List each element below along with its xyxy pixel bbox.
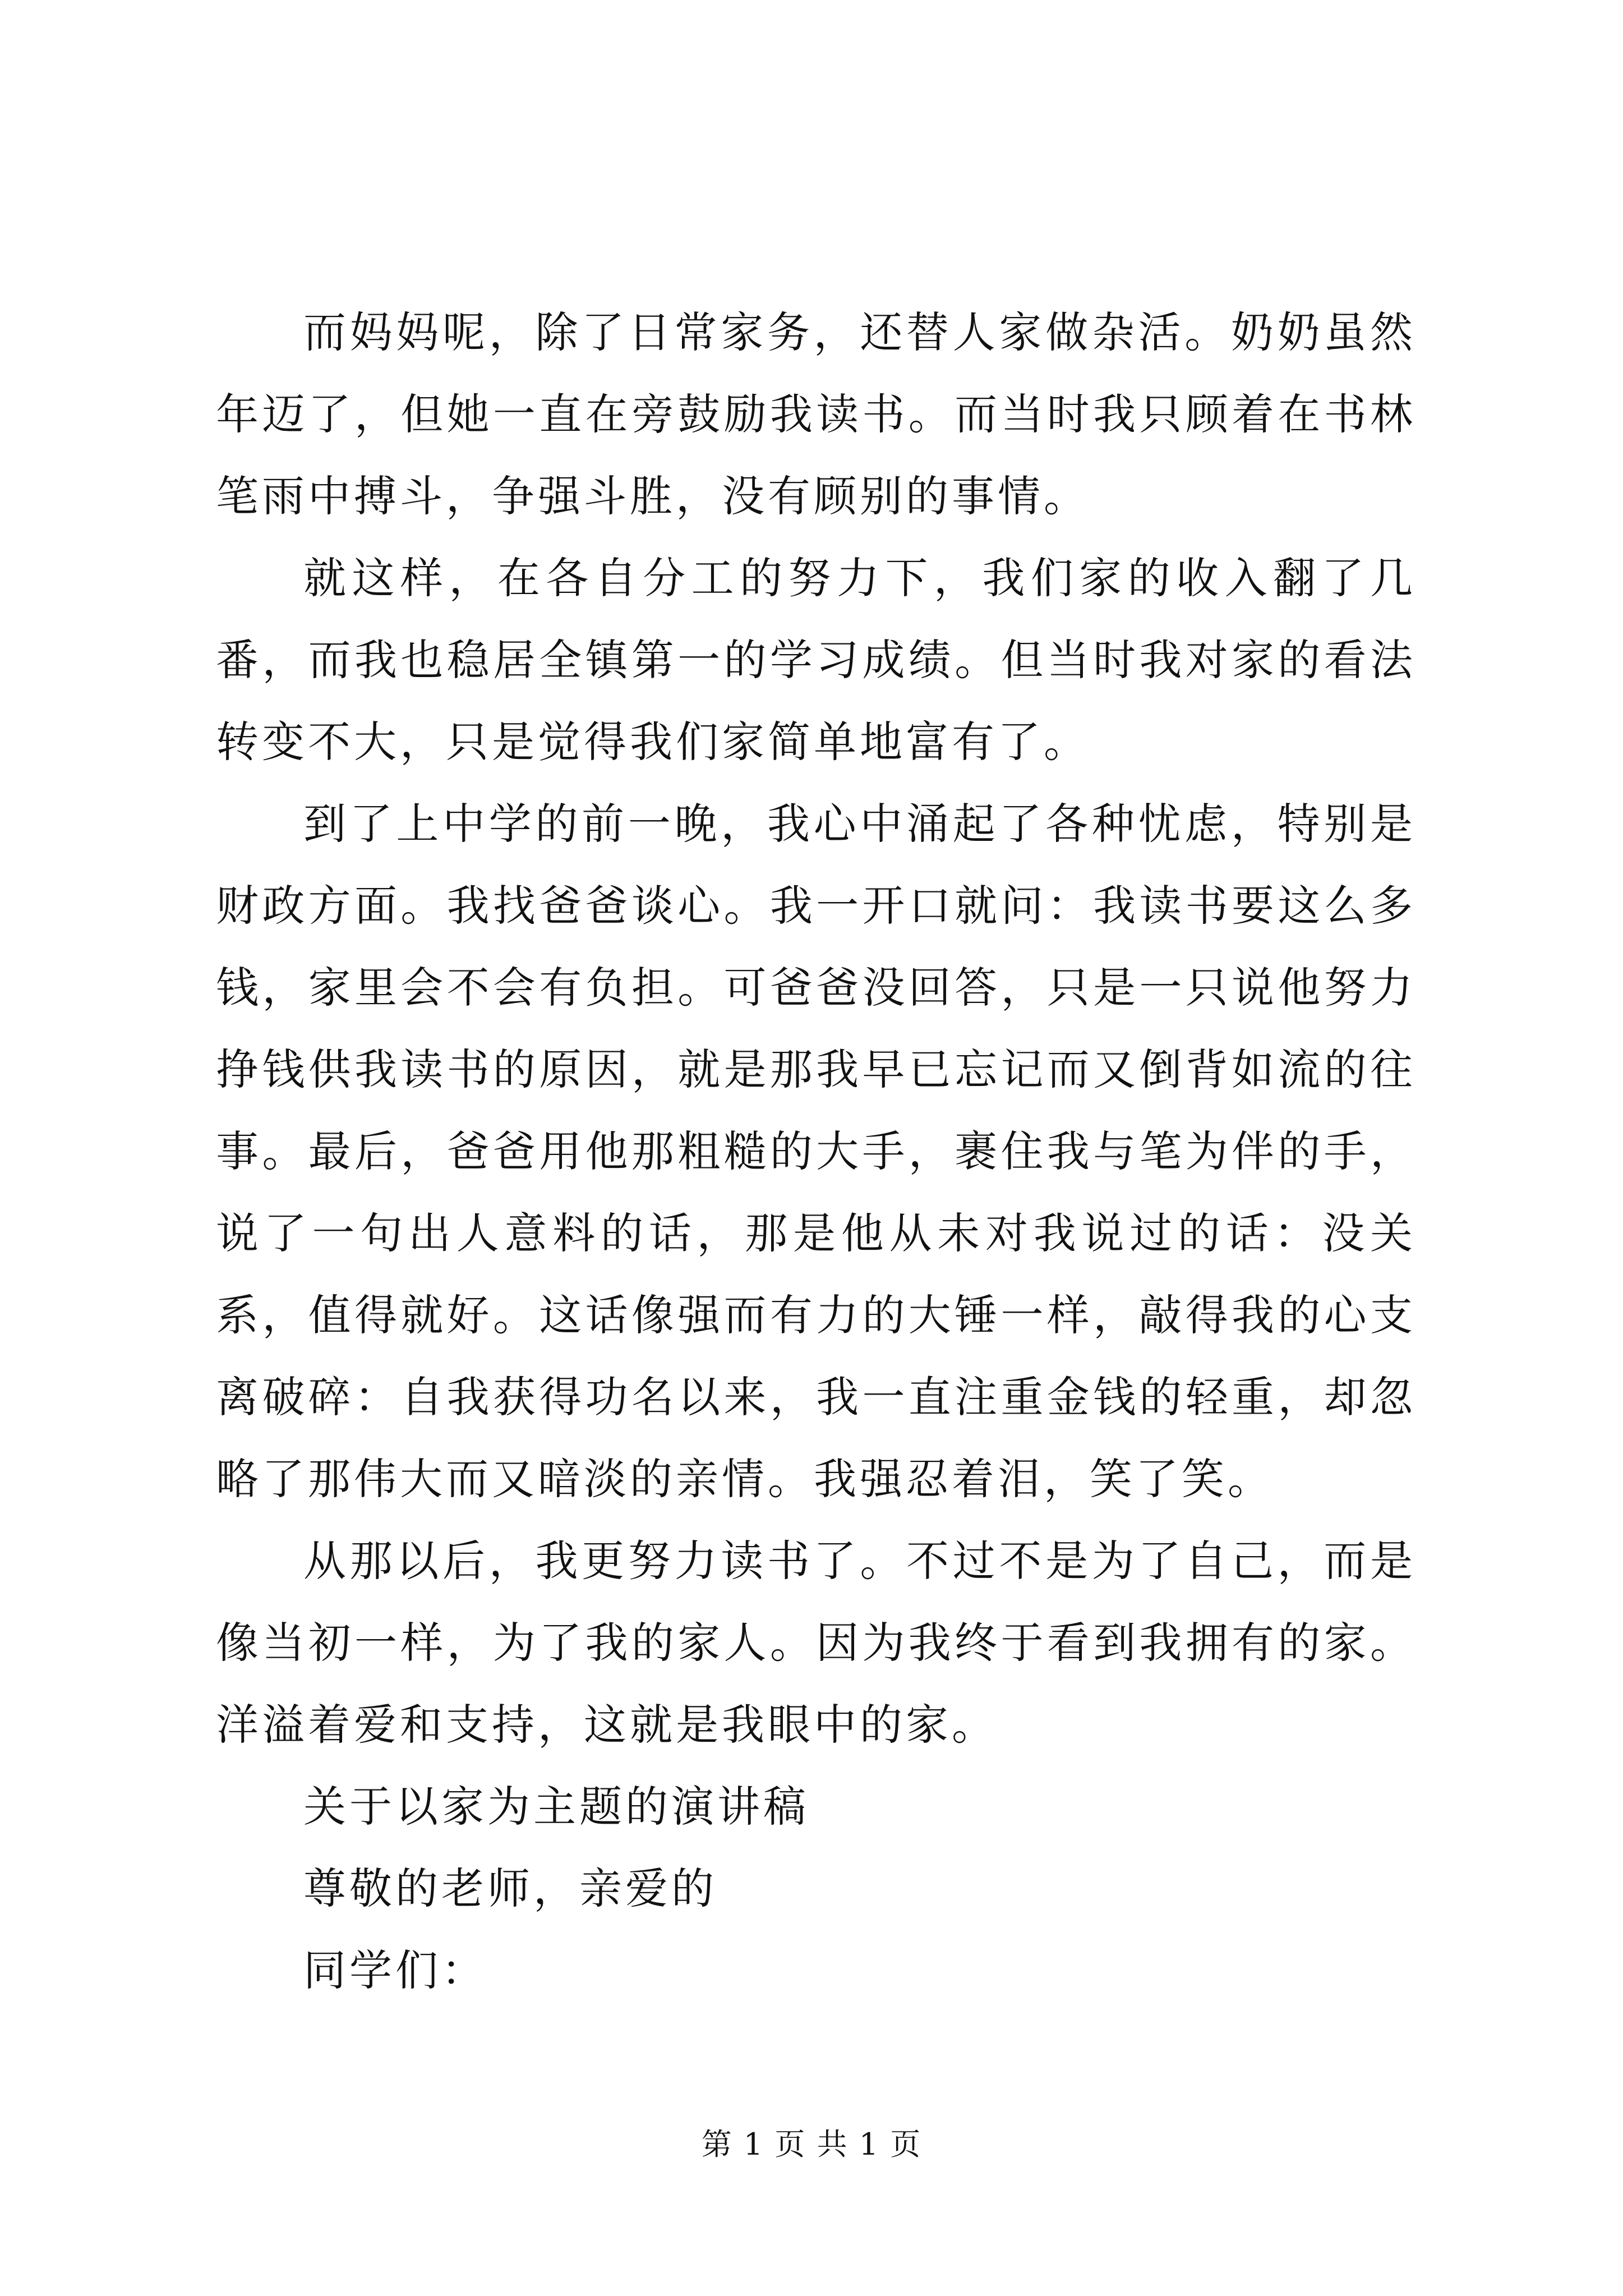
- salutation-line: 尊敬的老师，亲爱的: [303, 1864, 717, 1913]
- speech-title: 关于以家为主题的演讲稿: [303, 1782, 809, 1832]
- paragraph: 到了上中学的前一晚，我心中涌起了各种忧虑，特别是财政方面。我找爸爸谈心。我一开口就问：我读书要这么多钱，家里会不会有负担。可爸爸没回答，只是一只说他努力挣钱供我读书的原因，就是那我早已忘记而又倒背如流的往事。最后，爸爸用他那粗糙的大手，裹住我与笔为伴的手，说了一句出人意料的话，那是他从未对我说过的话：没关系，值得就好。这话像强而有力的大锤一样，敲得我的心支离破碎：自我获得功名以来，我一直注重金钱的轻重，却忽略了那伟大而又暗淡的亲情。我强忍着泪，笑了笑。: [216, 799, 1416, 1504]
- salutation-line: 同学们：: [303, 1945, 487, 1995]
- paragraph: 而妈妈呢，除了日常家务，还替人家做杂活。奶奶虽然年迈了，但她一直在旁鼓励我读书。而当时我只顾着在书林笔雨中搏斗，争强斗胜，没有顾别的事情。: [216, 307, 1416, 521]
- paragraph: 从那以后，我更努力读书了。不过不是为了自己，而是像当初一样，为了我的家人。因为我终于看到我拥有的家。洋溢着爱和支持，这就是我眼中的家。: [216, 1536, 1416, 1750]
- paragraph: 就这样，在各自分工的努力下，我们家的收入翻了几番，而我也稳居全镇第一的学习成绩。但当时我对家的看法转变不大，只是觉得我们家简单地富有了。: [216, 553, 1416, 767]
- document-body: [216, 292, 1416, 2012]
- page-number-footer: 第 1 页 共 1 页: [701, 2127, 922, 2162]
